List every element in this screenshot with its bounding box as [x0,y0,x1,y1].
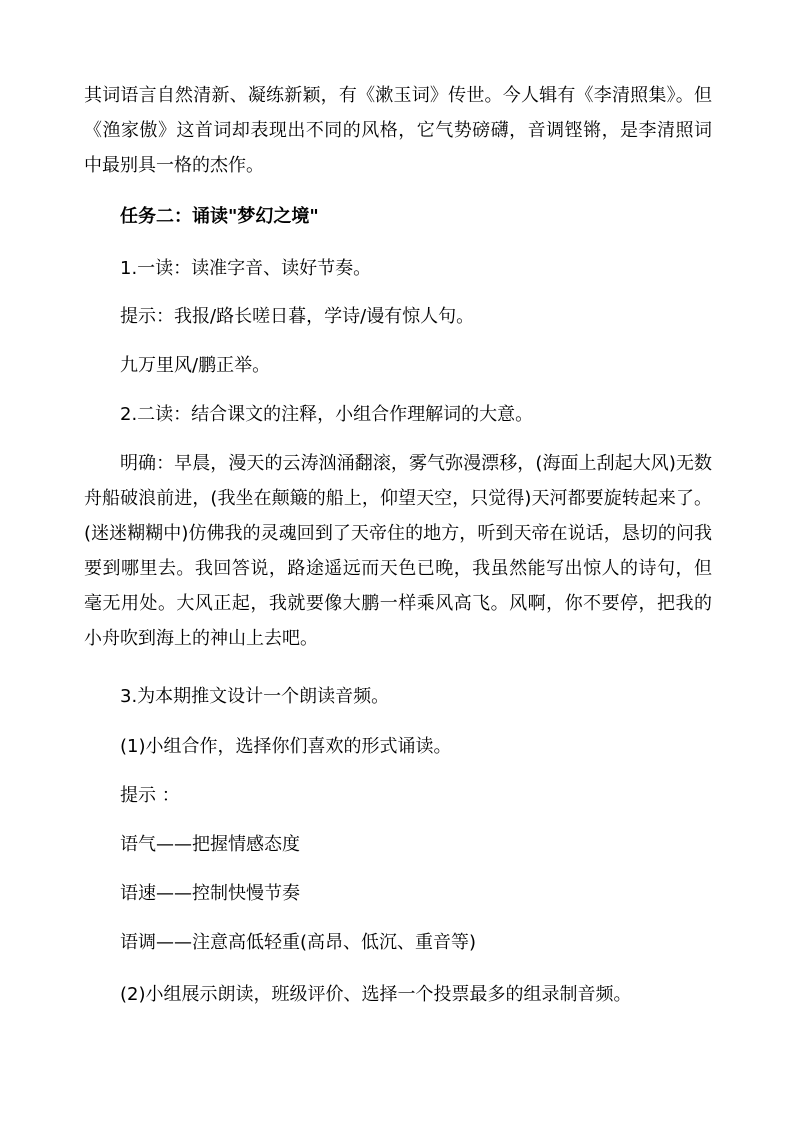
task-heading: 任务二：诵读"梦幻之境" [120,206,319,227]
hint-pitch: 语调——注意高低轻重(高昂、低沉、重音等) [120,932,477,953]
step-2-text: 2.二读：结合课文的注释，小组合作理解词的大意。 [120,404,534,425]
clarify-paragraph: 明确：早晨，漫天的云涛汹涌翻滚，雾气弥漫漂移，(海面上刮起大风)无数舟船破浪前进，(我坐在颠簸的船上，仰望天空，只觉得)天河都要旋转起来了。(迷迷糊糊中)仿佛我的灵魂回到了天帝住的地方，听到天帝在说话，恳切的问我要到哪里去。我回答说，路途遥远而天色已晚，我虽然能写出惊人的诗句，但毫无用处。大风正起，我就要像大鹏一样乘风高飞。风啊，你不要停，把我的小舟吹到海上的神山上去吧。 [84,453,712,649]
sub-step-1-text: (1)小组合作，选择你们喜欢的形式诵读。 [120,736,452,757]
hint-label: 提示 ： [120,785,180,806]
sub-step-2-text: (2)小组展示朗读，班级评价、选择一个投票最多的组录制音频。 [120,984,632,1005]
hint-speed: 语速——控制快慢节奏 [120,883,300,904]
step-3-text: 3.为本期推文设计一个朗读音频。 [120,686,390,707]
hint-1-line-1: 提示：我报/路长嗟日暮，学诗/谩有惊人句。 [120,306,475,327]
step-1-text: 1.一读：读准字音、读好节奏。 [120,258,372,279]
hint-tone: 语气——把握情感态度 [120,834,300,855]
intro-paragraph: 其词语言自然清新、凝练新颖，有《漱玉词》传世。今人辑有《李清照集》。但《渔家傲》这首词却表现出不同的风格，它气势磅礴，音调铿锵，是李清照词中最别具一格的杰作。 [84,85,712,176]
hint-1-line-2: 九万里风/鹏正举。 [120,355,271,376]
